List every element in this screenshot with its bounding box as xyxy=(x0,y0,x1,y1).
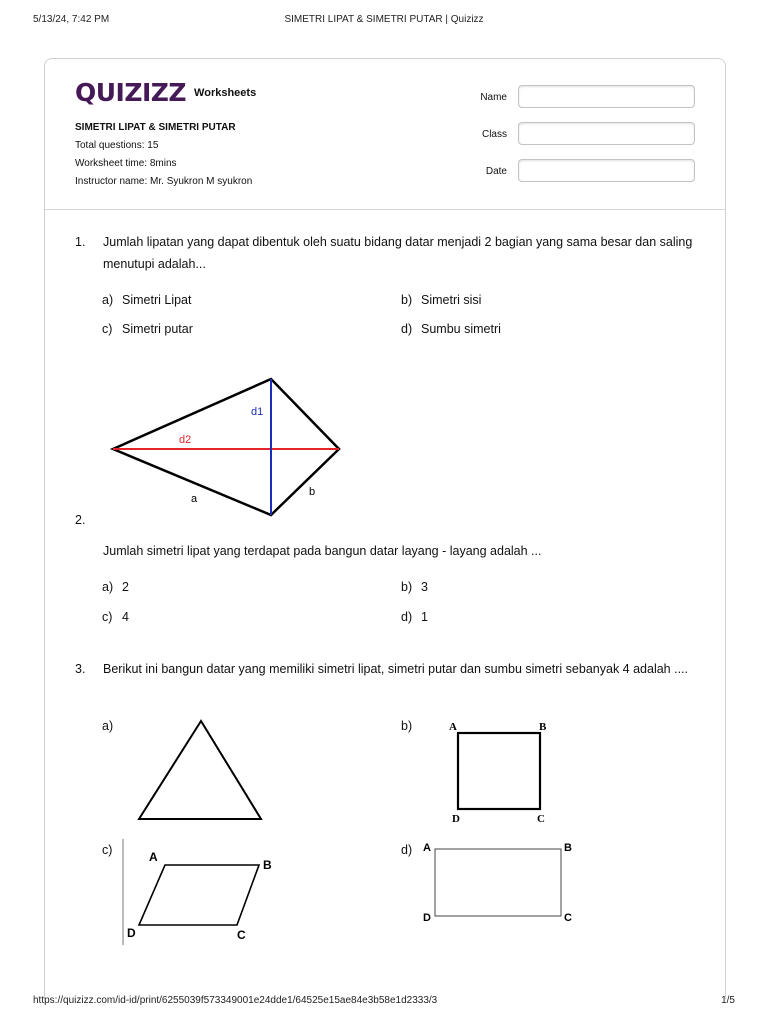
print-datetime: 5/13/24, 7:42 PM xyxy=(33,14,110,25)
option-letter: d) xyxy=(401,322,413,336)
kite-figure xyxy=(105,367,355,529)
q1-option-c xyxy=(102,322,193,336)
vertex-d-label: D xyxy=(423,912,431,924)
option-letter: c) xyxy=(102,843,113,857)
brand xyxy=(75,79,256,107)
option-text: 3 xyxy=(421,580,428,594)
page-number: 1/5 xyxy=(721,995,735,1006)
vertex-c-label: C xyxy=(564,912,572,924)
label-d1: d1 xyxy=(251,406,264,418)
q3-option-b-letter xyxy=(401,719,421,733)
option-letter: d) xyxy=(401,843,413,857)
instructor-name: Instructor name: Mr. Syukron M syukron xyxy=(75,176,253,187)
print-doc-title: SIMETRI LIPAT & SIMETRI PUTAR | Quizizz xyxy=(284,14,484,25)
date-input[interactable] xyxy=(518,159,695,182)
student-fields xyxy=(465,85,695,196)
print-url: https://quizizz.com/id-id/print/6255039f573349001e24dde1/64525e15ae84e3b58e1d2333/3 xyxy=(33,995,438,1006)
q3-option-d-letter xyxy=(401,843,421,857)
q3-option-c-letter xyxy=(102,843,122,857)
option-letter: a) xyxy=(102,293,114,307)
square-figure xyxy=(443,715,555,827)
date-field xyxy=(465,159,695,196)
parallelogram-figure xyxy=(121,839,281,949)
option-letter: b) xyxy=(401,580,413,594)
option-text: Simetri putar xyxy=(122,322,193,336)
vertex-d-label: D xyxy=(127,926,136,940)
option-letter: d) xyxy=(401,610,413,624)
vertex-c-label: C xyxy=(237,928,246,942)
total-questions: Total questions: 15 xyxy=(75,140,159,151)
name-field xyxy=(465,85,695,122)
option-text: 1 xyxy=(421,610,428,624)
q1-option-b xyxy=(401,293,481,307)
date-label: Date xyxy=(485,166,507,177)
label-d2: d2 xyxy=(179,434,192,446)
option-letter: c) xyxy=(102,322,113,336)
option-letter: b) xyxy=(401,293,413,307)
vertex-a-label: A xyxy=(423,842,431,854)
class-label: Class xyxy=(481,129,507,140)
option-letter: a) xyxy=(102,719,114,733)
vertex-b-label: B xyxy=(564,842,572,854)
q2-option-b xyxy=(401,580,428,594)
question-text: Berikut ini bangun datar yang memiliki simetri lipat, simetri putar dan sumbu simetri sebanyak 4 adalah .... xyxy=(103,662,688,676)
q2-option-d xyxy=(401,610,428,624)
name-label: Name xyxy=(480,92,507,103)
label-b: b xyxy=(309,486,316,498)
q1-option-a xyxy=(102,293,191,307)
option-text: Simetri sisi xyxy=(421,293,482,307)
brand-subtitle: Worksheets xyxy=(194,87,257,99)
class-input[interactable] xyxy=(518,122,695,145)
triangle-figure xyxy=(135,715,265,825)
option-text: Sumbu simetri xyxy=(421,322,501,336)
vertex-a-label: A xyxy=(449,721,457,733)
vertex-c-label: C xyxy=(537,813,545,825)
option-text: 4 xyxy=(122,610,129,624)
question-number: 3. xyxy=(75,662,86,676)
label-a: a xyxy=(191,493,198,505)
worksheet-title: SIMETRI LIPAT & SIMETRI PUTAR xyxy=(75,122,236,133)
worksheet-header xyxy=(45,59,725,210)
vertex-b-label: B xyxy=(539,721,547,733)
vertex-d-label: D xyxy=(452,813,460,825)
option-text: Simetri Lipat xyxy=(122,293,192,307)
vertex-b-label: B xyxy=(263,858,272,872)
option-letter: b) xyxy=(401,719,413,733)
question-number: 2. xyxy=(75,513,86,527)
vertex-a-label: A xyxy=(149,850,158,864)
worksheet-time: Worksheet time: 8mins xyxy=(75,158,177,169)
q3-option-a-letter xyxy=(102,719,122,733)
option-letter: c) xyxy=(102,610,113,624)
worksheet xyxy=(44,58,726,999)
q2-option-c xyxy=(102,610,129,624)
q1-option-d xyxy=(401,322,501,336)
question-number: 1. xyxy=(75,235,86,249)
question-text: Jumlah simetri lipat yang terdapat pada bangun datar layang - layang adalah ... xyxy=(103,544,542,558)
option-letter: a) xyxy=(102,580,114,594)
option-text: 2 xyxy=(122,580,129,594)
worksheet-meta xyxy=(75,119,252,191)
quizizz-logo: QUIZIZZ xyxy=(75,78,187,107)
class-field xyxy=(465,122,695,159)
q2-option-a xyxy=(102,580,129,594)
rectangle-figure xyxy=(419,837,579,927)
name-input[interactable] xyxy=(518,85,695,108)
question-text: Jumlah lipatan yang dapat dibentuk oleh suatu bidang datar menjadi 2 bagian yang sama besar dan saling menutupi adalah... xyxy=(103,235,693,271)
